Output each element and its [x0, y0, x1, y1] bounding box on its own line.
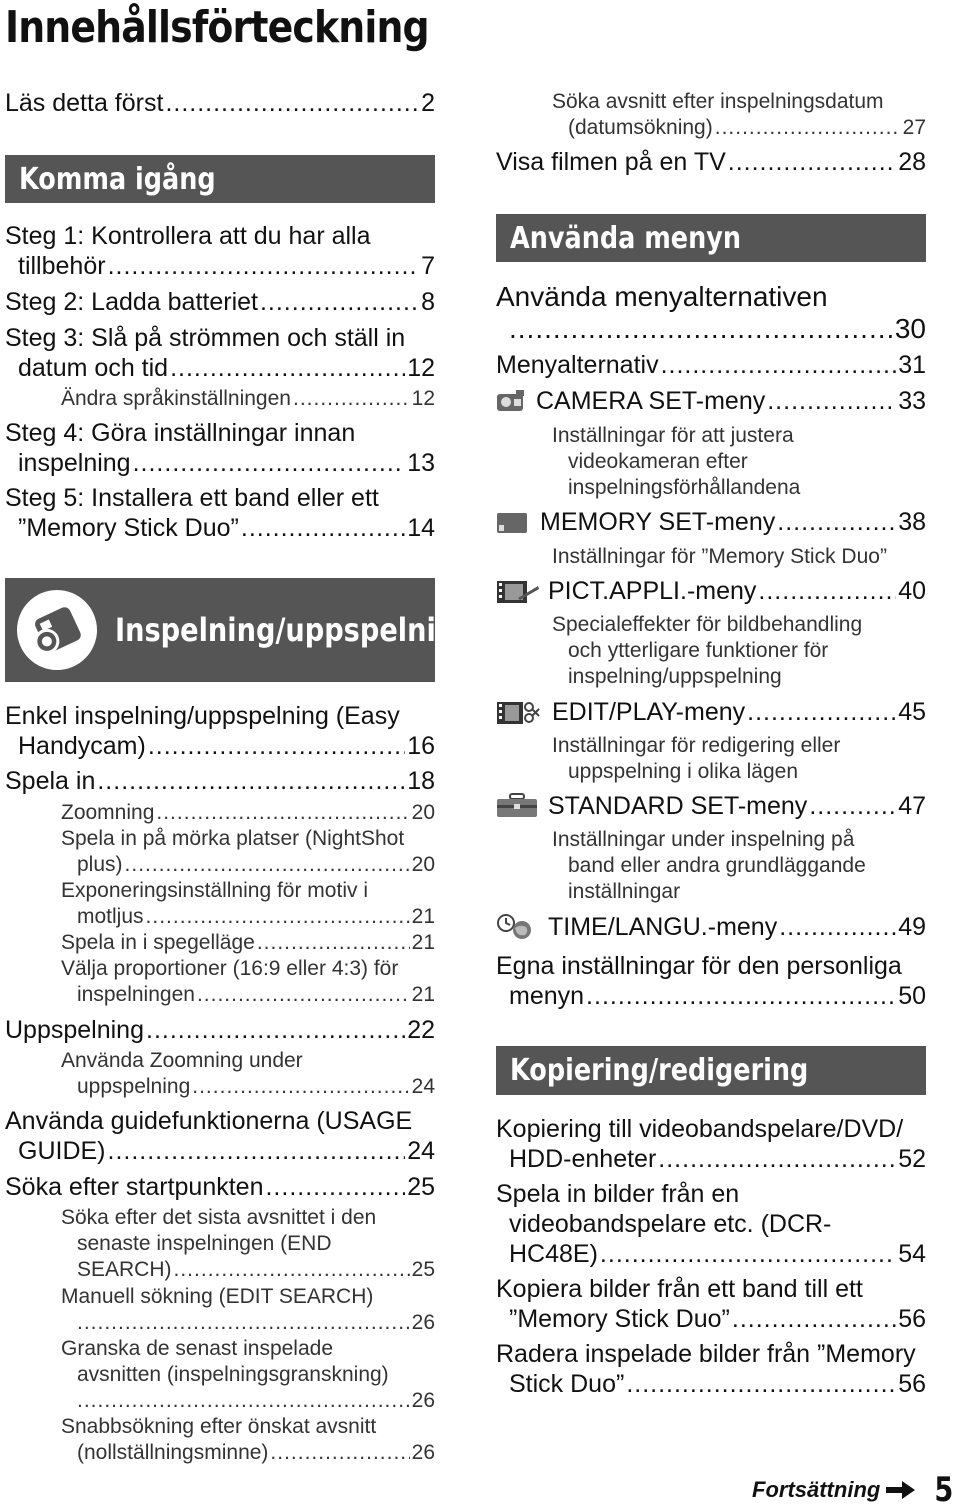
- toc-entry-personal-menu[interactable]: [496, 951, 926, 1011]
- toc-entry-nightshot[interactable]: [5, 826, 435, 878]
- page-number: 12: [407, 354, 435, 382]
- page-number: 47: [898, 792, 926, 820]
- toc-entry-edit-search[interactable]: [5, 1284, 435, 1336]
- page-number: 2: [421, 89, 435, 117]
- toc-entry-step2[interactable]: [5, 287, 435, 317]
- pict-appli-description: [496, 612, 926, 690]
- section-recording-playback: Inspelning/uppspelning: [5, 578, 435, 682]
- leader-dots: [758, 576, 896, 606]
- entry-text: Stick Duo”: [509, 1370, 625, 1398]
- entry-text: Steg 4: Göra inställningar innan: [5, 419, 356, 447]
- entry-text: datum och tid: [18, 354, 169, 382]
- page-number: 25: [407, 1173, 435, 1201]
- entry-text: Söka efter det sista avsnittet i den: [61, 1206, 377, 1229]
- entry-text: Steg 5: Installera ett band eller ett: [5, 484, 379, 512]
- toc-entry-edit-play[interactable]: [496, 697, 926, 727]
- entry-text: Radera inspelade bilder från ”Memory: [496, 1340, 916, 1368]
- entry-text: Söka efter startpunkten: [5, 1173, 264, 1201]
- entry-text: Inställningar under inspelning på: [552, 828, 855, 851]
- section-using-menu: Använda menyn: [496, 214, 926, 262]
- toc-entry-tv[interactable]: [496, 147, 926, 177]
- toc-entry-memory-set[interactable]: [496, 507, 926, 537]
- toc-entry-end-search[interactable]: [5, 1205, 435, 1283]
- page-number: 45: [898, 698, 926, 726]
- arrow-right-icon: [886, 1480, 916, 1500]
- entry-text: Söka avsnitt efter inspelningsdatum: [552, 90, 884, 113]
- page-number: 13: [407, 449, 435, 477]
- entry-text: Manuell sökning (EDIT SEARCH): [61, 1285, 374, 1308]
- toc-entry-time-langu[interactable]: [496, 912, 926, 942]
- leader-dots: [77, 1388, 410, 1414]
- entry-text: STANDARD SET-meny: [548, 792, 808, 820]
- toc-entry-playback-zoom[interactable]: [5, 1048, 435, 1100]
- entry-text: Granska de senast inspelade: [61, 1337, 334, 1360]
- entry-text: menyn: [509, 982, 585, 1010]
- section-dubbing-editing: Kopiering/redigering: [496, 1046, 926, 1095]
- leader-dots: [241, 513, 405, 543]
- page-number: 26: [411, 1389, 435, 1412]
- leader-dots: [146, 1015, 405, 1045]
- page-number: 49: [898, 913, 926, 941]
- leader-dots: [728, 147, 896, 177]
- entry-text: inspelningsförhållandena: [568, 476, 801, 499]
- page-number: 24: [411, 1075, 435, 1098]
- leader-dots: [156, 800, 409, 826]
- page-number: 18: [407, 767, 435, 795]
- toc-entry-pict-appli[interactable]: [496, 576, 926, 606]
- entry-text: inspelning: [18, 449, 131, 477]
- page-title: Innehållsförteckning: [5, 2, 429, 53]
- page-number: 14: [407, 514, 435, 542]
- toc-entry-usage-guide[interactable]: [5, 1106, 435, 1166]
- entry-text: Handycam): [18, 732, 146, 760]
- leader-dots: [658, 1144, 896, 1174]
- entry-text: Enkel inspelning/uppspelning (Easy: [5, 702, 400, 730]
- leader-dots: [125, 852, 410, 878]
- page-number: 24: [407, 1137, 435, 1165]
- leader-dots: [148, 731, 405, 761]
- entry-text: Steg 3: Slå på strömmen och ställ in: [5, 324, 406, 352]
- leader-dots: [97, 766, 405, 796]
- toc-entry-copy-tape[interactable]: [496, 1274, 926, 1334]
- entry-text: (datumsökning): [568, 116, 713, 139]
- entry-text: videobandspelare etc. (DCR-: [509, 1210, 832, 1238]
- entry-text: uppspelning: [77, 1075, 191, 1098]
- page-number: 21: [411, 905, 435, 928]
- toc-entry-date-search[interactable]: [496, 89, 926, 141]
- toc-entry-erase[interactable]: [496, 1339, 926, 1399]
- page-number: 28: [898, 148, 926, 176]
- leader-dots: [257, 930, 410, 956]
- entry-text: CAMERA SET-meny: [536, 387, 766, 415]
- leader-dots: [661, 350, 897, 380]
- page-number: 20: [411, 801, 435, 824]
- page-number: 8: [421, 288, 435, 316]
- leader-dots: [777, 507, 896, 537]
- entry-text: Zoomning: [61, 801, 155, 824]
- leader-dots: [779, 912, 896, 942]
- section-getting-started: Komma igång: [5, 155, 435, 203]
- entry-text: ”Memory Stick Duo”: [18, 514, 239, 542]
- leader-dots: [809, 791, 896, 821]
- entry-text: avsnitten (inspelningsgranskning): [77, 1363, 389, 1386]
- leader-dots: [133, 448, 406, 478]
- page-number: 56: [898, 1370, 926, 1398]
- toc-entry-record[interactable]: [5, 766, 435, 796]
- toc-entry-backlight[interactable]: [5, 878, 435, 930]
- entry-text: Exponeringsinställning för motiv i: [61, 879, 368, 902]
- toc-entry-step4[interactable]: [5, 418, 435, 478]
- leader-dots: [293, 386, 410, 412]
- toc-entry-menu-items[interactable]: [496, 281, 926, 345]
- entry-text: Läs detta först: [5, 89, 164, 117]
- page-number: 33: [898, 387, 926, 415]
- entry-text: Spela in i spegelläge: [61, 931, 255, 954]
- leader-dots: [626, 1369, 896, 1399]
- leader-dots: [586, 981, 896, 1011]
- toc-entry-standard-set[interactable]: [496, 791, 926, 821]
- entry-text: Visa filmen på en TV: [496, 148, 726, 176]
- toc-entry-rec-review[interactable]: [5, 1336, 435, 1414]
- entry-text: MEMORY SET-meny: [540, 508, 776, 536]
- entry-text: Inställningar för ”Memory Stick Duo”: [552, 545, 887, 568]
- leader-dots: [174, 1257, 410, 1283]
- memory-stick-icon: [496, 509, 528, 535]
- entry-text: uppspelning i olika lägen: [568, 760, 799, 783]
- toc-entry-easy-handycam[interactable]: [5, 701, 435, 761]
- entry-text: motljus: [77, 905, 144, 928]
- toc-entry-rec-from-vcr[interactable]: [496, 1179, 926, 1269]
- toc-entry-search-start[interactable]: [5, 1172, 435, 1202]
- leader-dots: [270, 1440, 409, 1466]
- entry-text: Spela in: [5, 767, 96, 795]
- leader-dots: [767, 386, 896, 416]
- leader-dots: [77, 1310, 410, 1336]
- page-number: 12: [411, 387, 435, 410]
- entry-text: Spela in på mörka platser (NightShot: [61, 827, 405, 850]
- entry-text: senaste inspelningen (END: [77, 1232, 332, 1255]
- page-number: 21: [411, 983, 435, 1006]
- page-number: 50: [898, 982, 926, 1010]
- entry-text: EDIT/PLAY-meny: [552, 698, 746, 726]
- entry-text: inställningar: [568, 880, 681, 903]
- leader-dots: [732, 1304, 896, 1334]
- toc-entry-aspect[interactable]: [5, 956, 435, 1008]
- entry-text: Snabbsökning efter önskat avsnitt: [61, 1415, 377, 1438]
- page-number: 40: [898, 577, 926, 605]
- leader-dots: [715, 115, 901, 141]
- leader-dots: [197, 982, 410, 1008]
- camcorder-icon: [17, 590, 97, 670]
- leader-dots: [747, 697, 896, 727]
- edit-play-icon: [496, 699, 540, 725]
- page-number: 26: [411, 1311, 435, 1334]
- toc-entry-step1[interactable]: [5, 221, 435, 281]
- edit-play-description: [496, 733, 926, 785]
- entry-text: Egna inställningar för den personliga: [496, 952, 902, 980]
- page-number: 25: [411, 1258, 435, 1281]
- page-number: 30: [894, 313, 926, 344]
- entry-text: Kopiera bilder från ett band till ett: [496, 1275, 863, 1303]
- page-number-footer: 5: [934, 1470, 954, 1510]
- page-number: 21: [411, 931, 435, 954]
- entry-text: plus): [77, 853, 123, 876]
- entry-text: Steg 1: Kontrollera att du har alla: [5, 222, 371, 250]
- toolbox-icon: [496, 793, 538, 819]
- leader-dots: [165, 88, 419, 118]
- camera-set-description: [496, 423, 926, 501]
- entry-text: HDD-enheter: [509, 1145, 657, 1173]
- entry-text: HC48E): [509, 1240, 598, 1268]
- page-number: 31: [898, 351, 926, 379]
- toc-entry-playback[interactable]: [5, 1015, 435, 1045]
- entry-text: Menyalternativ: [496, 351, 659, 379]
- standard-set-description: [496, 827, 926, 905]
- leader-dots: [170, 353, 405, 383]
- leader-dots: [146, 904, 410, 930]
- leader-dots: [108, 1136, 406, 1166]
- entry-text: Ändra språkinställningen: [61, 387, 291, 410]
- entry-text: inspelning/uppspelning: [568, 665, 782, 688]
- toc-entry-language[interactable]: [5, 386, 435, 412]
- pict-appli-icon: [496, 578, 540, 604]
- entry-text: Kopiering till videobandspelare/DVD/: [496, 1115, 904, 1143]
- toc-entry-zoom[interactable]: [5, 800, 435, 826]
- toc-entry-step3[interactable]: [5, 323, 435, 383]
- entry-text: Steg 2: Ladda batteriet: [5, 288, 258, 316]
- leader-dots: [509, 313, 893, 345]
- entry-text: ”Memory Stick Duo”: [509, 1305, 730, 1333]
- page-number: 56: [898, 1305, 926, 1333]
- entry-text: Välja proportioner (16:9 eller 4:3) för: [61, 957, 399, 980]
- memory-set-description: [496, 544, 926, 570]
- entry-text: PICT.APPLI.-meny: [548, 577, 757, 605]
- camera-set-icon: [496, 388, 528, 414]
- page-number: 22: [407, 1016, 435, 1044]
- entry-text: Använda guidefunktionerna (USAGE: [5, 1107, 413, 1135]
- page-number: 20: [411, 853, 435, 876]
- toc-entry-menu-list[interactable]: [496, 350, 926, 380]
- toc-entry-step5[interactable]: [5, 483, 435, 543]
- toc-entry-mirror[interactable]: [5, 930, 435, 956]
- entry-text: Uppspelning: [5, 1016, 144, 1044]
- toc-entry-read-first[interactable]: [5, 88, 435, 118]
- leader-dots: [600, 1239, 896, 1269]
- leader-dots: [260, 287, 419, 317]
- page-footer: [752, 1472, 960, 1508]
- entry-text: Använda menyalternativen: [496, 281, 828, 312]
- toc-entry-camera-set[interactable]: [496, 386, 926, 416]
- toc-entry-zero-memory[interactable]: [5, 1414, 435, 1466]
- entry-text: tillbehör: [18, 252, 106, 280]
- entry-text: Spela in bilder från en: [496, 1180, 740, 1208]
- page-number: 38: [898, 508, 926, 536]
- entry-text: och ytterligare funktioner för: [568, 639, 829, 662]
- leader-dots: [108, 251, 420, 281]
- entry-text: SEARCH): [77, 1258, 172, 1281]
- page-number: 54: [898, 1240, 926, 1268]
- leader-dots: [265, 1172, 405, 1202]
- entry-text: videokameran efter: [568, 450, 748, 473]
- entry-text: inspelningen: [77, 983, 195, 1006]
- continued-label[interactable]: Fortsättning: [752, 1477, 881, 1502]
- entry-text: Inställningar för att justera: [552, 424, 794, 447]
- clock-globe-icon: [496, 914, 538, 940]
- entry-text: Specialeffekter för bildbehandling: [552, 613, 863, 636]
- entry-text: (nollställningsminne): [77, 1441, 269, 1464]
- page-number: 16: [407, 732, 435, 760]
- page-number: 26: [411, 1441, 435, 1464]
- page-number: 52: [898, 1145, 926, 1173]
- entry-text: Inställningar för redigering eller: [552, 734, 841, 757]
- entry-text: band eller andra grundläggande: [568, 854, 866, 877]
- page-number: 27: [902, 116, 926, 139]
- entry-text: Använda Zoomning under: [61, 1049, 303, 1072]
- page-number: 7: [421, 252, 435, 280]
- entry-text: GUIDE): [18, 1137, 106, 1165]
- toc-entry-dub-vcr[interactable]: [496, 1114, 926, 1174]
- leader-dots: [192, 1074, 409, 1100]
- entry-text: TIME/LANGU.-meny: [548, 913, 778, 941]
